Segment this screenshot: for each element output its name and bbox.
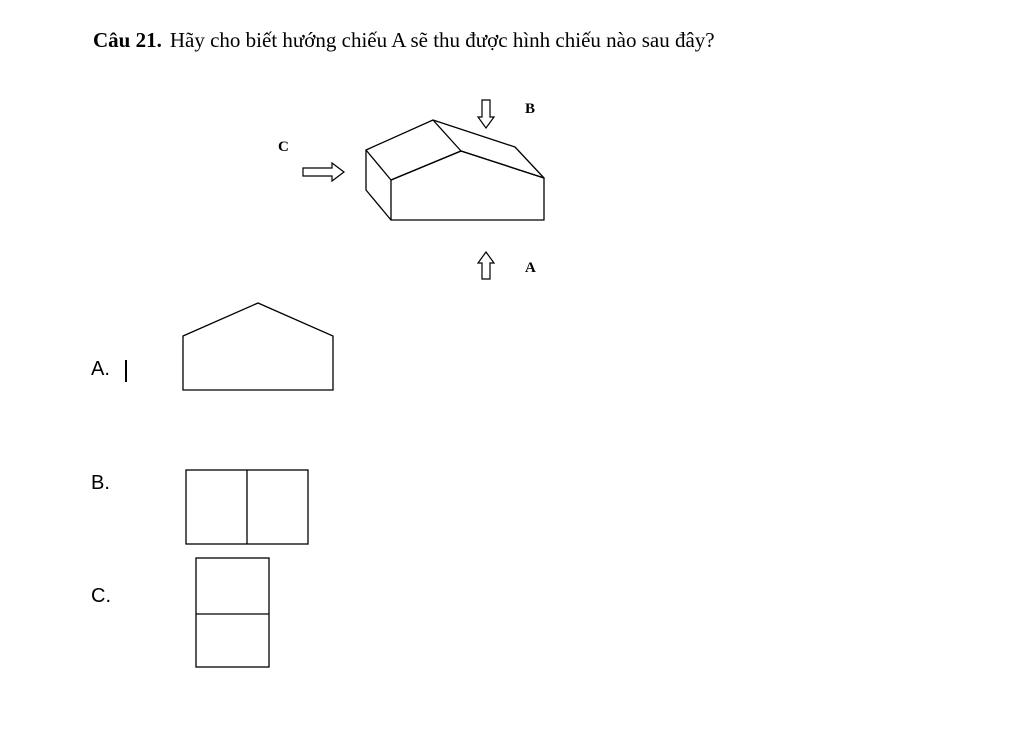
option-c-label[interactable]: C. (91, 585, 111, 607)
option-a-label[interactable]: A. (91, 358, 110, 380)
isometric-figure (366, 120, 544, 220)
question-number: Câu 21. (93, 28, 162, 52)
option-a-projection (183, 303, 333, 390)
text-cursor (125, 360, 127, 382)
figure-left-side (366, 150, 391, 220)
question-body: Hãy cho biết hướng chiếu A sẽ thu được hình chiếu nào sau đây? (169, 28, 715, 52)
figure-front-face (391, 151, 544, 220)
arrow-c-right-icon (303, 163, 344, 181)
label-b: B (525, 101, 536, 117)
option-b-projection (186, 470, 308, 544)
label-a: A (525, 260, 536, 276)
option-c-projection (196, 558, 269, 667)
label-c: C (278, 139, 289, 155)
arrow-b-down-icon (478, 100, 494, 128)
option-b-label[interactable]: B. (91, 472, 110, 494)
figure-roof-right (433, 120, 544, 178)
arrow-a-up-icon (478, 252, 494, 279)
